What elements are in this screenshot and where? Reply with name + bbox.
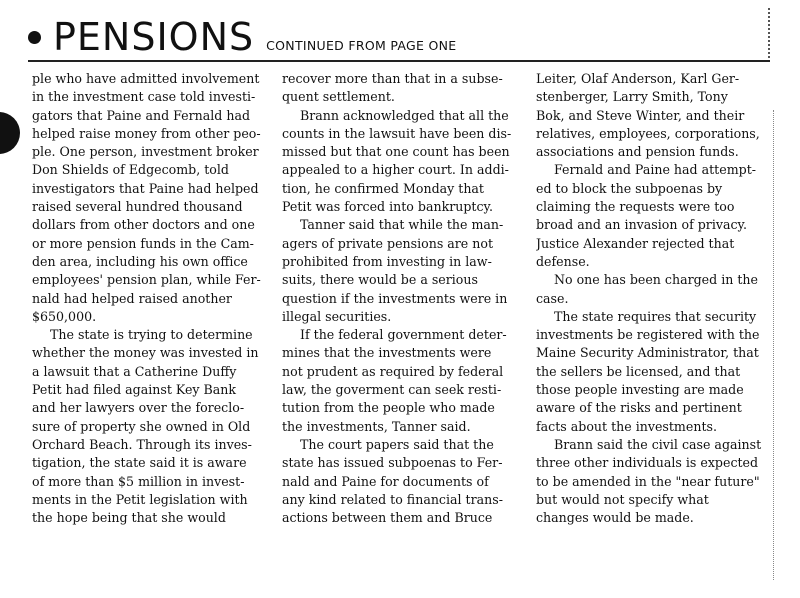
text-line: stenberger, Larry Smith, Tony — [536, 89, 728, 105]
text-line: case. — [536, 290, 569, 306]
text-line: Petit was forced into bankruptcy. — [282, 199, 493, 215]
text-line: facts about the investments. — [536, 418, 717, 434]
scan-edge-marks — [768, 8, 770, 58]
text-line: If the federal government deter- — [300, 327, 507, 343]
text-line: Petit had filed against Key Bank — [32, 382, 237, 398]
text-line: sure of property she owned in Old — [32, 418, 251, 434]
text-line: in the investment case told investi- — [32, 89, 256, 105]
text-line: changes would be made. — [536, 510, 694, 526]
text-line: to be amended in the "near future" — [536, 473, 760, 489]
continued-label: CONTINUED FROM PAGE ONE — [266, 38, 457, 53]
text-line: investments be registered with the — [536, 327, 760, 343]
text-line: question if the investments were in — [282, 290, 508, 306]
text-line: appealed to a higher court. In addi- — [282, 162, 509, 178]
header-rule — [28, 60, 770, 62]
text-line: the hope being that she would — [32, 510, 226, 526]
text-line: ed to block the subpoenas by — [536, 180, 723, 196]
section-title: PENSIONS — [53, 15, 255, 59]
text-line: suits, there would be a serious — [282, 272, 478, 288]
punch-hole — [0, 112, 20, 154]
text-line: three other individuals is expected — [536, 455, 759, 471]
text-line: law, the goverment can seek resti- — [282, 382, 502, 398]
text-line: but would not specify what — [536, 491, 709, 507]
text-line: The state is trying to determine — [50, 327, 253, 343]
text-line: Orchard Beach. Through its inves- — [32, 436, 252, 452]
article-column-1 — [32, 70, 270, 527]
text-line: Fernald and Paine had attempt- — [554, 162, 757, 178]
text-line: investigators that Paine had helped — [32, 180, 259, 196]
text-line: counts in the lawsuit have been dis- — [282, 125, 512, 141]
text-line: prohibited from investing in law- — [282, 253, 492, 269]
text-line: ple who have admitted involvement — [32, 71, 260, 86]
text-line: nald and Paine for documents of — [282, 473, 489, 489]
text-line: mines that the investments were — [282, 345, 492, 361]
text-line: and her lawyers over the foreclo- — [32, 400, 245, 416]
text-line: The court papers said that the — [300, 436, 494, 452]
text-line: whether the money was invested in — [32, 345, 259, 361]
text-line: tution from the people who made — [282, 400, 495, 416]
text-line: gators that Paine and Fernald had — [32, 107, 251, 123]
text-line: Tanner said that while the man- — [300, 217, 504, 233]
text-line: those people investing are made — [536, 382, 744, 398]
text-line: of more than $5 million in invest- — [32, 473, 245, 489]
text-line: Brann said the civil case against — [554, 436, 762, 452]
text-line: the investments, Tanner said. — [282, 418, 471, 434]
text-line: or more pension funds in the Cam- — [32, 235, 254, 251]
text-line: state has issued subpoenas to Fer- — [282, 455, 503, 471]
text-line: Justice Alexander rejected that — [536, 235, 735, 251]
text-line: nald had helped raised another — [32, 290, 232, 306]
text-line: agers of private pensions are not — [282, 235, 494, 251]
text-line: actions between them and Bruce — [282, 510, 493, 526]
text-line: relatives, employees, corporations, — [536, 125, 760, 141]
text-line: Don Shields of Edgecomb, told — [32, 162, 229, 178]
article-column-2 — [282, 70, 522, 527]
text-line: employees' pension plan, while Fer- — [32, 272, 261, 288]
text-line: a lawsuit that a Catherine Duffy — [32, 363, 237, 379]
text-line: ments in the Petit legislation with — [32, 491, 248, 507]
text-line: den area, including his own office — [32, 253, 248, 269]
text-line: illegal securities. — [282, 308, 392, 324]
text-line: helped raise money from other peo- — [32, 125, 261, 141]
text-line: associations and pension funds. — [536, 144, 739, 160]
text-line: aware of the risks and pertinent — [536, 400, 742, 416]
text-line: Bok, and Steve Winter, and their — [536, 107, 745, 123]
text-line: tigation, the state said it is aware — [32, 455, 247, 471]
text-line: raised several hundred thousand — [32, 199, 243, 215]
text-line: quent settlement. — [282, 89, 395, 105]
text-line: The state requires that security — [554, 308, 757, 324]
text-line: No one has been charged in the — [554, 272, 758, 288]
text-line: Maine Security Administrator, that — [536, 345, 759, 361]
text-line: dollars from other doctors and one — [32, 217, 255, 233]
text-line: any kind related to financial trans- — [282, 491, 503, 507]
text-line: $650,000. — [32, 308, 97, 324]
text-line: Brann acknowledged that all the — [300, 107, 509, 123]
text-line: defense. — [536, 253, 590, 269]
text-line: recover more than that in a subse- — [282, 71, 503, 86]
scan-edge-marks-lower — [773, 110, 774, 580]
text-line: the sellers be licensed, and that — [536, 363, 741, 379]
article-column-3 — [536, 70, 768, 527]
text-line: ple. One person, investment broker — [32, 144, 259, 160]
text-line: Leiter, Olaf Anderson, Karl Ger- — [536, 71, 740, 86]
text-line: missed but that one count has been — [282, 144, 510, 160]
bullet-icon — [28, 31, 41, 44]
text-line: claiming the requests were too — [536, 199, 735, 215]
text-line: tion, he confirmed Monday that — [282, 180, 484, 196]
section-header — [28, 15, 457, 59]
text-line: broad and an invasion of privacy. — [536, 217, 747, 233]
text-line: not prudent as required by federal — [282, 363, 504, 379]
